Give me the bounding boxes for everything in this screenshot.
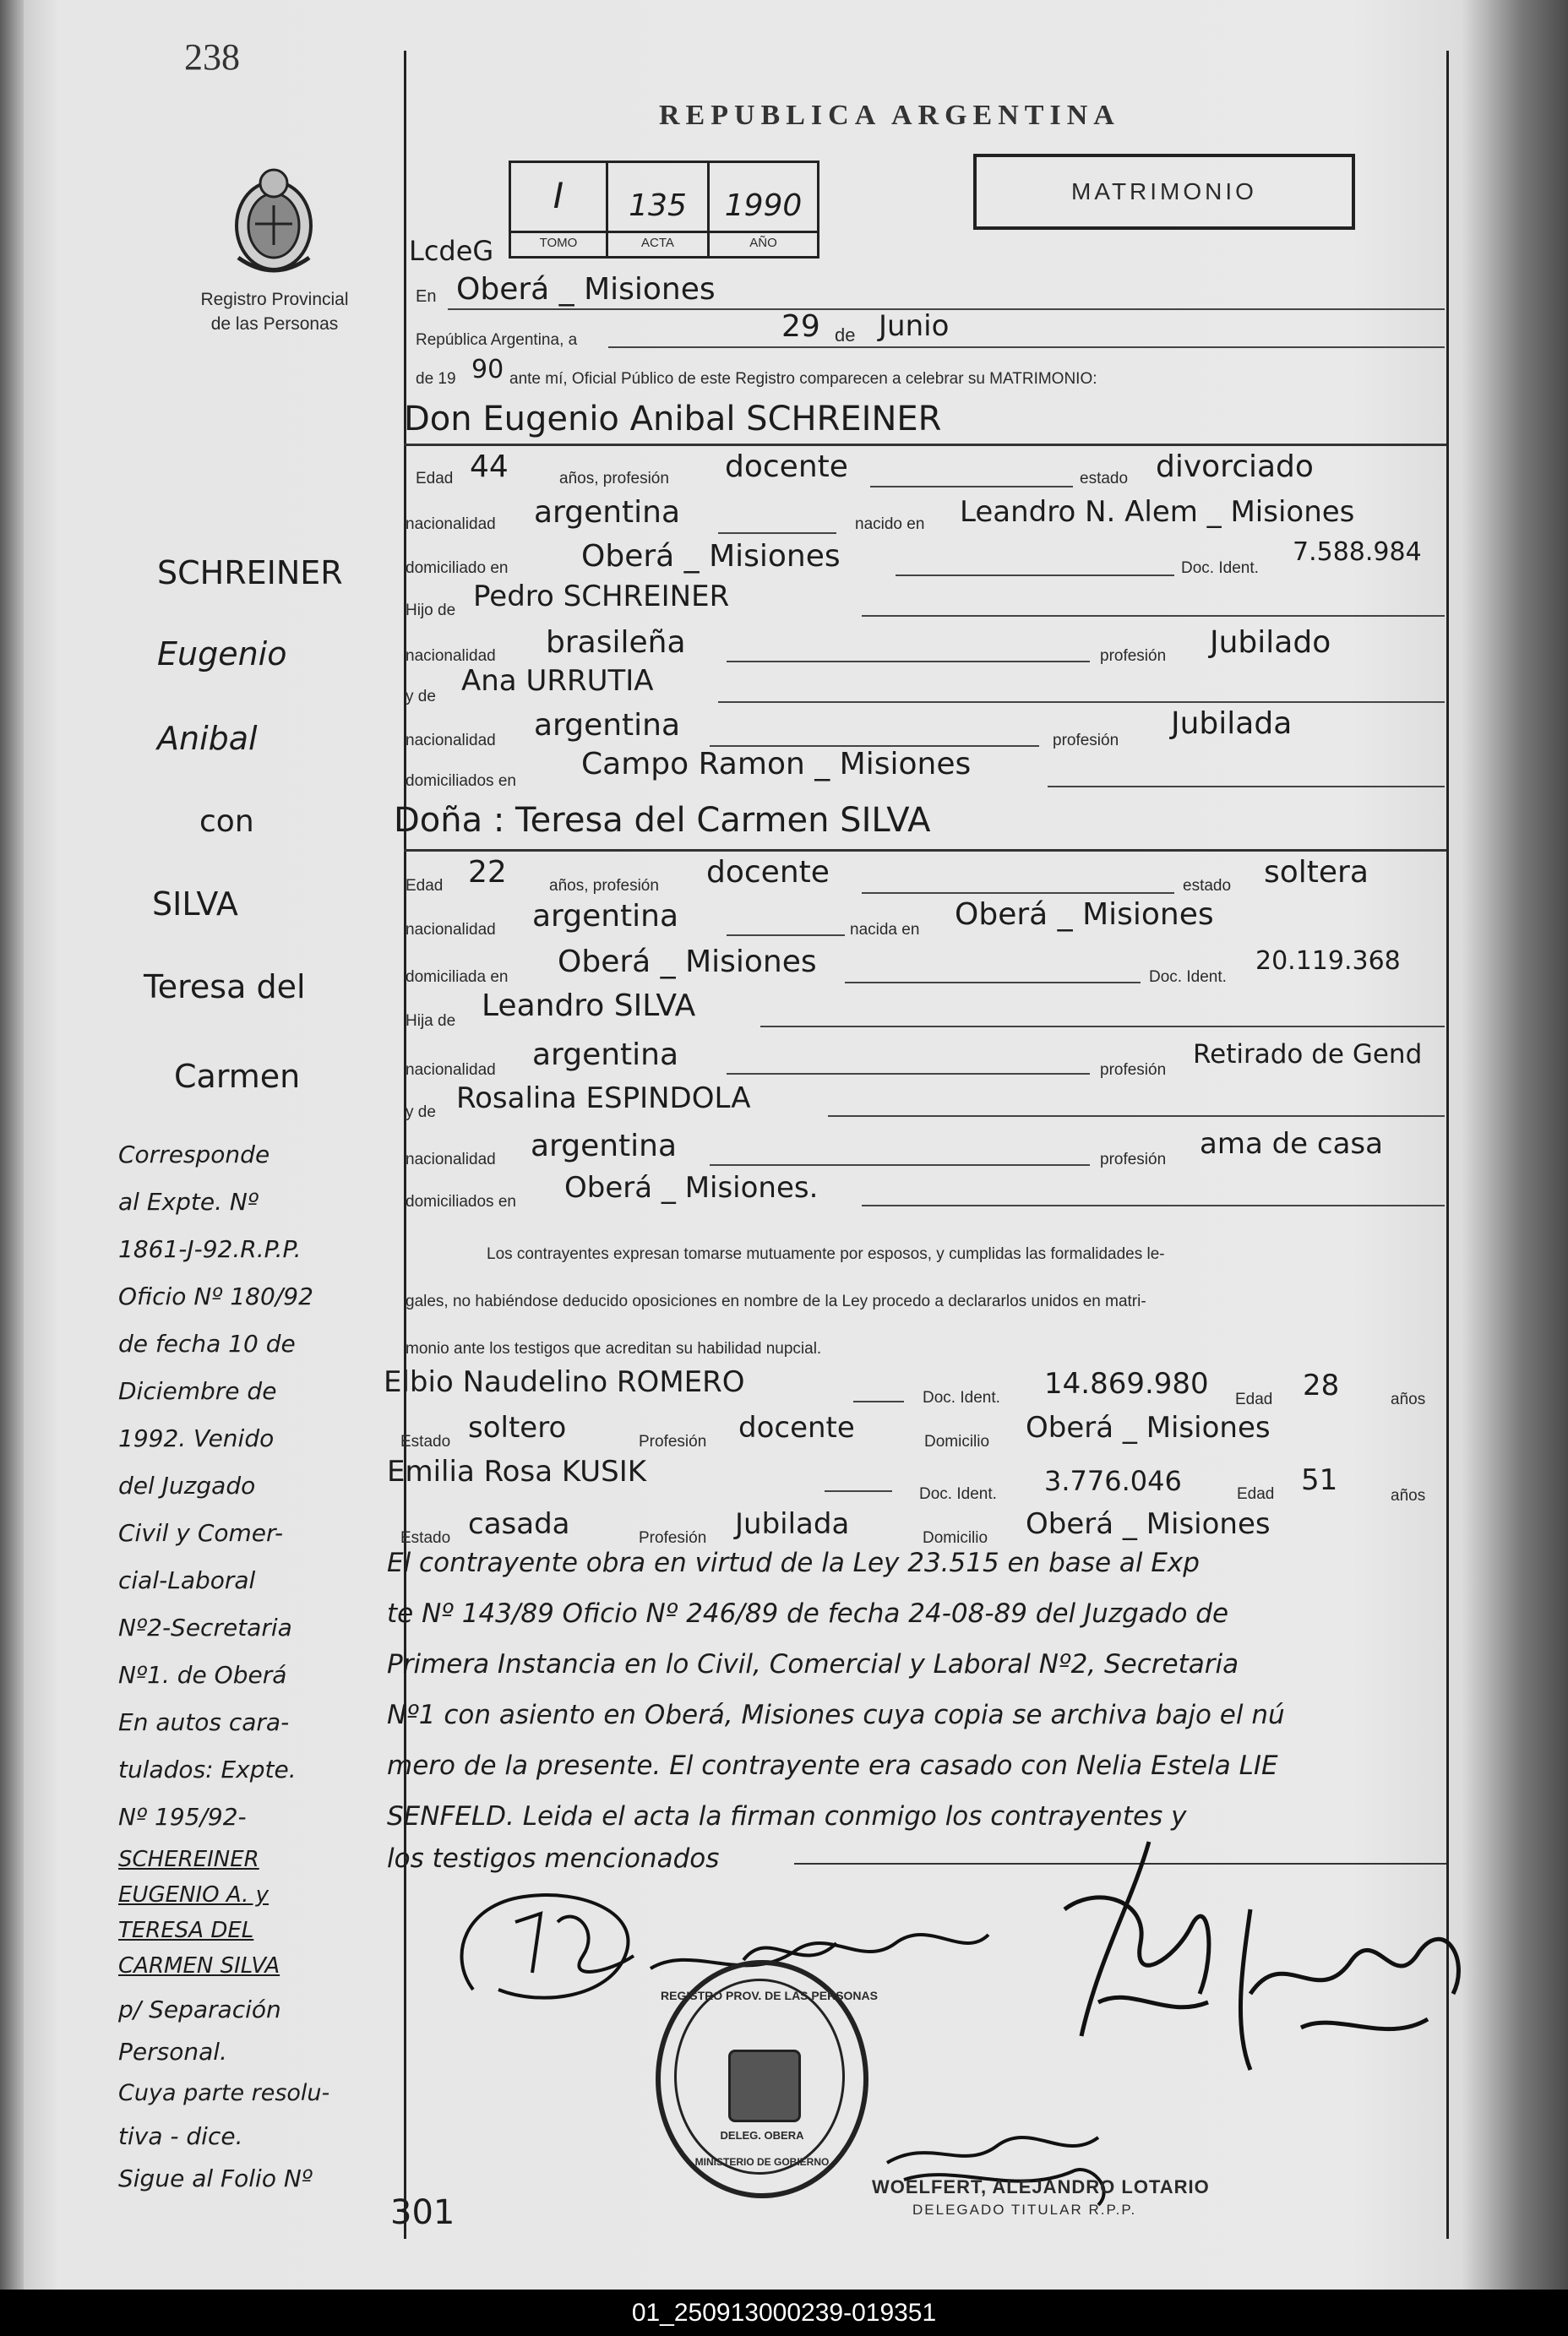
witness1-dom-label: Domicilio xyxy=(924,1433,990,1451)
annotation-line: p/ Separación xyxy=(118,1996,281,2023)
groom-mother-nationality: argentina xyxy=(534,708,681,743)
note-line-5: mero de la presente. El contrayente era casado con Nelia Estela LIE xyxy=(387,1751,1278,1781)
bride-father: Leandro SILVA xyxy=(482,988,696,1023)
groom-father: Pedro SCHREINER xyxy=(473,580,730,613)
marriage-month: Junio xyxy=(879,309,950,343)
witness1-profession: docente xyxy=(738,1411,855,1445)
witness2-estado: casada xyxy=(468,1507,570,1541)
annotation-line: Nº1. de Oberá xyxy=(118,1661,287,1689)
bottom-folio-number: 301 xyxy=(390,2193,455,2232)
groom-nac-label: nacionalidad xyxy=(406,515,496,533)
bride-age: 22 xyxy=(468,855,507,890)
registry-name-line2: de las Personas xyxy=(210,314,339,334)
witness1-anos: años xyxy=(1391,1391,1426,1408)
margin-name-3: Anibal xyxy=(157,720,258,757)
margin-name-2: Eugenio xyxy=(157,635,287,672)
bride-profession: docente xyxy=(706,855,830,890)
bride-mother: Rosalina ESPINDOLA xyxy=(456,1081,751,1115)
annotation-line: Oficio Nº 180/92 xyxy=(118,1282,313,1310)
witness1-age: 28 xyxy=(1303,1369,1340,1402)
groom-birthplace: Leandro N. Alem _ Misiones xyxy=(960,495,1355,529)
signature-official xyxy=(879,2112,1132,2213)
bride-nacida-label: nacida en xyxy=(850,921,920,939)
witness1-doc: 14.869.980 xyxy=(1044,1367,1209,1401)
annotation-line: Cuya parte resolu- xyxy=(118,2080,330,2106)
official-seal xyxy=(656,1960,878,2198)
annotation-line: En autos cara- xyxy=(118,1708,290,1736)
note-line-4: Nº1 con asiento en Oberá, Misiones cuya copia se archiva bajo el nú xyxy=(387,1700,1285,1730)
bride-yde-label: y de xyxy=(406,1103,436,1121)
witness1-doc-label: Doc. Ident. xyxy=(923,1389,1000,1407)
groom-father-prof-label: profesión xyxy=(1100,647,1167,665)
groom-mother-profession: Jubilada xyxy=(1171,706,1293,741)
margin-name-1: SCHREINER xyxy=(157,554,343,591)
groom-parents-domicile: Campo Ramon _ Misiones xyxy=(581,747,972,781)
groom-yde-label: y de xyxy=(406,688,436,705)
bride-estado: soltera xyxy=(1264,855,1369,890)
record-type-label: MATRIMONIO xyxy=(1071,178,1257,204)
witness2-estado-label: Estado xyxy=(400,1529,451,1547)
seal-bottom-text: MINISTERIO DE GOBIERNO xyxy=(694,2156,830,2168)
groom-domicile: Oberá _ Misiones xyxy=(581,539,841,574)
official-title: DELEGADO TITULAR R.P.P. xyxy=(912,2202,1137,2218)
note-line-1: El contrayente obra en virtud de la Ley 23.515 en base al Exp xyxy=(387,1548,1200,1578)
bride-doc-label: Doc. Ident. xyxy=(1149,968,1227,986)
groom-nationality: argentina xyxy=(534,495,681,530)
bride-mother-prof-label: profesión xyxy=(1100,1151,1167,1168)
seal-inner-text: DELEG. OBERA xyxy=(720,2129,804,2142)
witness2-doc-label: Doc. Ident. xyxy=(919,1485,997,1503)
witness1-domicile: Oberá _ Misiones xyxy=(1026,1411,1271,1445)
en-label: En xyxy=(416,287,437,306)
acta-value: 135 xyxy=(629,188,687,223)
margin-name-4: con xyxy=(199,804,254,839)
groom-hijo-label: Hijo de xyxy=(406,602,456,619)
groom-doc-label: Doc. Ident. xyxy=(1181,559,1259,577)
annotation-line: de fecha 10 de xyxy=(118,1330,296,1358)
groom-parents-dom-label: domiciliados en xyxy=(406,772,516,790)
note-line-7: los testigos mencionados xyxy=(387,1843,720,1874)
tomo-label: TOMO xyxy=(539,236,578,250)
witness2-prof-label: Profesión xyxy=(639,1529,707,1547)
groom-father-nac-label: nacionalidad xyxy=(406,647,496,665)
annotation-line: SCHEREINER xyxy=(118,1847,259,1872)
annotation-line: al Expte. Nº xyxy=(118,1188,259,1216)
binding-edge xyxy=(0,0,24,2290)
witness2-age: 51 xyxy=(1301,1463,1338,1497)
intro-sentence: ante mí, Oficial Público de este Registro comparecen a celebrar su MATRIMONIO: xyxy=(509,370,1097,388)
margin-annotation xyxy=(118,1141,397,2207)
groom-profession: docente xyxy=(725,449,848,484)
annotation-line: Nº 195/92- xyxy=(118,1803,247,1831)
signature-witness2 xyxy=(1217,1892,1487,2078)
groom-mother-nac-label: nacionalidad xyxy=(406,732,496,749)
margin-name-5: SILVA xyxy=(152,885,238,923)
groom-mother-prof-label: profesión xyxy=(1053,732,1119,749)
bride-birthplace: Oberá _ Misiones xyxy=(955,897,1214,932)
annotation-line: Personal. xyxy=(118,2038,227,2066)
groom-edad-label: Edad xyxy=(416,470,454,487)
marriage-day: 29 xyxy=(781,309,820,344)
annotation-line: 1992. Venido xyxy=(118,1424,275,1452)
country-title: REPUBLICA ARGENTINA xyxy=(659,100,1120,131)
note-line-3: Primera Instancia en lo Civil, Comercial y Laboral Nº2, Secretaria xyxy=(387,1649,1239,1680)
year-prefix: de 19 xyxy=(416,370,456,388)
bride-domicile: Oberá _ Misiones xyxy=(558,945,817,979)
annotation-line: Corresponde xyxy=(118,1141,270,1168)
witness2-name: Emilia Rosa KUSIK xyxy=(387,1455,647,1489)
bride-anos-profesion: años, profesión xyxy=(549,877,659,895)
witness2-anos: años xyxy=(1391,1487,1426,1505)
witness1-estado: soltero xyxy=(468,1411,567,1445)
seal-emblem-icon xyxy=(728,2050,801,2122)
formal-text-line3: monio ante los testigos que acreditan su habilidad nupcial. xyxy=(406,1340,822,1358)
registry-name-line1: Registro Provincial xyxy=(200,290,349,309)
bride-name: Doña : Teresa del Carmen SILVA xyxy=(394,801,931,840)
annotation-line: Diciembre de xyxy=(118,1377,277,1405)
groom-father-profession: Jubilado xyxy=(1210,625,1331,660)
formal-text-line2: gales, no habiéndose deducido oposiciones en nombre de la Ley procedo a declararlos unidos en matri- xyxy=(406,1293,1146,1310)
formal-text-line1: Los contrayentes expresan tomarse mutuamente por esposos, y cumplidas las formalidades le- xyxy=(487,1245,1165,1263)
annotation-line: 1861-J-92.R.P.P. xyxy=(118,1235,302,1263)
witness2-doc: 3.776.046 xyxy=(1044,1465,1182,1497)
annotation-line: CARMEN SILVA xyxy=(118,1953,280,1979)
bride-nac-label: nacionalidad xyxy=(406,921,496,939)
witness2-edad-label: Edad xyxy=(1237,1485,1275,1503)
annotation-line: Civil y Comer- xyxy=(118,1519,284,1547)
de-label: de xyxy=(835,324,856,346)
annotation-line: del Juzgado xyxy=(118,1472,256,1500)
bride-mother-nac-label: nacionalidad xyxy=(406,1151,496,1168)
note-line-2: te Nº 143/89 Oficio Nº 246/89 de fecha 24-08-89 del Juzgado de xyxy=(387,1598,1229,1629)
tomo-value: I xyxy=(553,175,564,216)
record-number-table xyxy=(509,161,819,259)
official-name: WOELFERT, ALEJANDRO LOTARIO xyxy=(872,2176,1210,2197)
annotation-line: Nº2-Secretaria xyxy=(118,1614,292,1642)
ano-value: 1990 xyxy=(724,188,803,223)
republica-label: República Argentina, a xyxy=(416,331,578,349)
witness2-domicile: Oberá _ Misiones xyxy=(1026,1507,1271,1541)
witness2-profession: Jubilada xyxy=(735,1507,850,1541)
bride-father-prof-label: profesión xyxy=(1100,1061,1167,1079)
coat-of-arms-icon xyxy=(221,165,327,279)
annotation-line: Sigue al Folio Nº xyxy=(118,2164,313,2192)
bride-dom-label: domiciliada en xyxy=(406,968,509,986)
bride-father-nationality: argentina xyxy=(532,1037,679,1072)
groom-age: 44 xyxy=(470,449,509,484)
signature-groom xyxy=(439,1871,659,2015)
lcdeg-mark: LcdeG xyxy=(409,235,494,267)
margin-name-7: Carmen xyxy=(174,1058,301,1095)
bride-hija-label: Hija de xyxy=(406,1012,456,1030)
groom-nacido-label: nacido en xyxy=(855,515,925,533)
bride-edad-label: Edad xyxy=(406,877,444,895)
page-number: 238 xyxy=(184,36,240,78)
witness2-dom-label: Domicilio xyxy=(923,1529,988,1547)
witness1-edad-label: Edad xyxy=(1235,1391,1273,1408)
bride-father-nac-label: nacionalidad xyxy=(406,1061,496,1079)
groom-father-nationality: brasileña xyxy=(546,625,686,660)
groom-anos-profesion: años, profesión xyxy=(559,470,669,487)
ano-label: AÑO xyxy=(749,236,777,250)
margin-name-6: Teresa del xyxy=(144,968,306,1005)
annotation-line: TERESA DEL xyxy=(118,1918,254,1943)
marriage-year: 90 xyxy=(471,355,504,384)
bride-father-profession: Retirado de Gend xyxy=(1193,1039,1423,1070)
left-margin-rule xyxy=(404,51,406,2239)
annotation-line: cial-Laboral xyxy=(118,1566,256,1594)
witness1-prof-label: Profesión xyxy=(639,1433,707,1451)
witness1-name: Elbio Naudelino ROMERO xyxy=(384,1365,745,1399)
marriage-place: Oberá _ Misiones xyxy=(456,272,716,307)
signature-witness1 xyxy=(1048,1833,1233,2061)
image-id-footer: 01_250913000239-019351 xyxy=(0,2290,1568,2336)
note-line-6: SENFELD. Leida el acta la firman conmigo los contrayentes y xyxy=(387,1801,1187,1832)
seal-outer-text: REGISTRO PROV. DE LAS PERSONAS xyxy=(661,1989,878,2002)
annotation-line: tulados: Expte. xyxy=(118,1756,297,1783)
bride-parents-dom-label: domiciliados en xyxy=(406,1193,516,1211)
groom-mother: Ana URRUTIA xyxy=(461,664,654,698)
record-type-box xyxy=(973,154,1355,230)
bride-estado-label: estado xyxy=(1183,877,1232,895)
annotation-line: tiva - dice. xyxy=(118,2122,243,2150)
witness1-estado-label: Estado xyxy=(400,1433,451,1451)
groom-estado: divorciado xyxy=(1156,449,1314,484)
groom-doc: 7.588.984 xyxy=(1293,537,1422,567)
bride-doc: 20.119.368 xyxy=(1255,946,1401,976)
bride-parents-domicile: Oberá _ Misiones. xyxy=(564,1171,819,1205)
annotation-line: EUGENIO A. y xyxy=(118,1882,270,1908)
acta-label: ACTA xyxy=(641,236,674,250)
groom-dom-label: domiciliado en xyxy=(406,559,509,577)
groom-estado-label: estado xyxy=(1080,470,1129,487)
groom-name: Don Eugenio Anibal SCHREINER xyxy=(404,400,942,438)
bride-mother-nationality: argentina xyxy=(531,1129,678,1163)
bride-nationality: argentina xyxy=(532,899,679,934)
bride-mother-profession: ama de casa xyxy=(1200,1127,1383,1161)
